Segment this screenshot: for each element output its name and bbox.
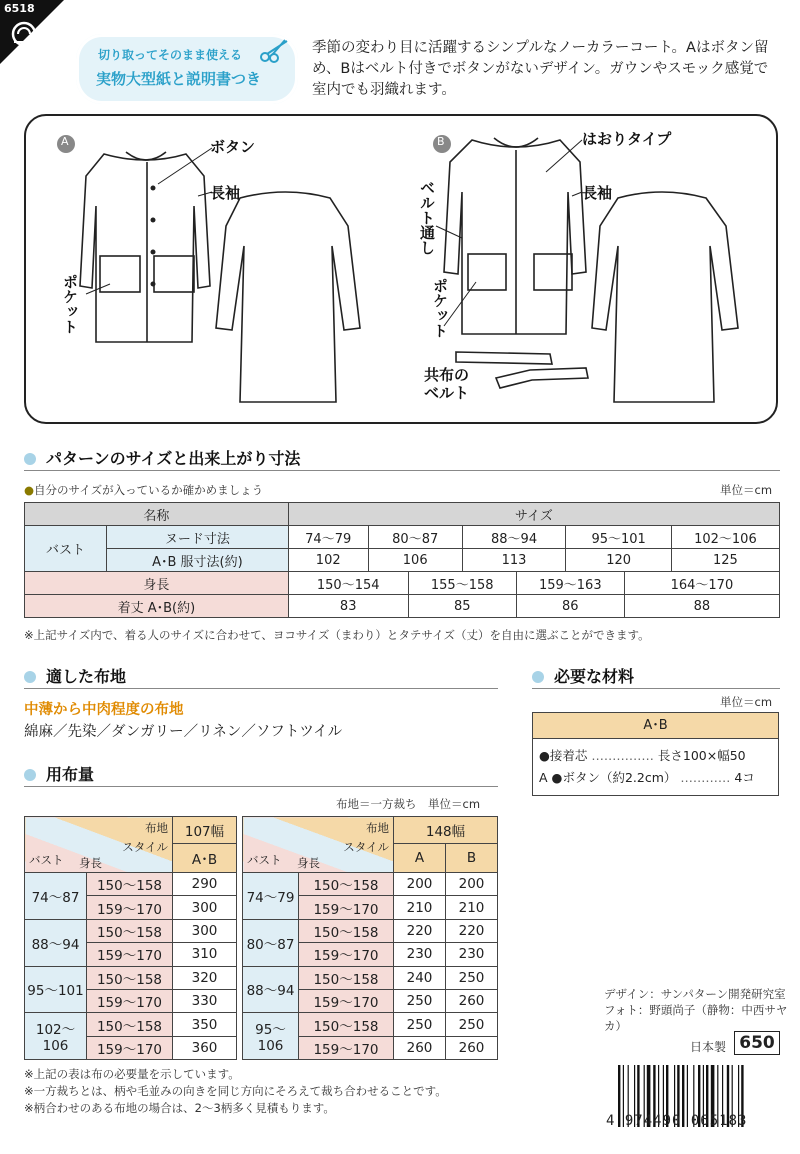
th-nude: ヌード寸法: [107, 526, 289, 549]
corner-cell: 布地 スタイル バスト 身長: [243, 817, 394, 873]
badge-line1: 切り取ってそのまま使える: [98, 48, 243, 62]
intro-text: 季節の変わり目に活躍するシンプルなノーカラーコート。Aはボタン留め、Bはベルト付きでボタンがないデザイン。ガウンやスモック感覚で室内でも羽織れます。: [312, 40, 769, 98]
coat-illustration: [26, 116, 776, 422]
materials-section-title: 必要な材料: [532, 664, 634, 687]
scissors-icon: [258, 38, 290, 64]
fabric-highlight: 中薄から中肉程度の布地: [24, 702, 184, 718]
th-height: 身長: [25, 572, 289, 595]
bullet-icon: [24, 671, 36, 683]
bust-cell: 95〜101: [25, 966, 87, 1013]
barcode-number: 4 974490 065183: [606, 1113, 748, 1129]
bullet-icon: [532, 671, 544, 683]
bust-cell: 95〜106: [243, 1013, 299, 1060]
label-a-pocket: ポケット: [61, 274, 79, 334]
pattern-badge: [76, 34, 298, 104]
style-a-mark: A: [61, 135, 69, 148]
length-cell: 85: [408, 595, 516, 618]
style-b-mark: B: [437, 135, 445, 148]
label-button: ボタン: [210, 138, 256, 156]
materials-box: [532, 712, 779, 796]
height-cell: 150〜154: [288, 572, 408, 595]
th-length: 着丈 A･B(約): [25, 595, 289, 618]
bullet-icon: [24, 453, 36, 465]
size-section-title: パターンのサイズと出来上がり寸法: [24, 446, 300, 469]
divider: [24, 786, 498, 787]
width-107: 107幅: [173, 817, 237, 844]
th-finished: A･B 服寸法(約): [107, 549, 289, 572]
divider: [24, 688, 498, 689]
th-bust: バスト: [25, 526, 107, 572]
divider: [532, 688, 780, 689]
bullet-icon: [24, 769, 36, 781]
label-b-sleeve: 長袖: [582, 184, 613, 202]
materials-unit: 単位＝cm: [720, 695, 773, 709]
style-ab: A･B: [173, 844, 237, 873]
amount-note-2: ※一方裁ちとは、柄や毛並みの向きを同じ方向にそろえて裁ち合わせることです。: [24, 1084, 447, 1098]
nude-cell: 74〜79: [288, 526, 368, 549]
fabric-section-title: 適した布地: [24, 664, 126, 687]
brand-logo-icon: [10, 20, 38, 48]
finished-cell: 120: [566, 549, 671, 572]
nude-cell: 80〜87: [368, 526, 462, 549]
size-footnote: ※上記サイズ内で、着る人のサイズに合わせて、ヨコサイズ（まわり）とタテサイズ（丈）を自由に選ぶことができます。: [24, 628, 650, 642]
bust-cell: 80〜87: [243, 919, 299, 966]
th-name: 名称: [25, 503, 289, 526]
material-interfacing: ●接着芯 …………… 長さ100×幅50: [539, 748, 746, 763]
amount-table-107: 布地 スタイル バスト 身長 107幅 A･B 74〜87 150〜158 290 159〜170 300 88〜94 150〜158 300 159〜170 310 95〜101 150〜158 320 159〜170 330 102〜106 150〜158 350 159〜170 360: [24, 816, 237, 1060]
illustration-panel: [24, 114, 778, 424]
height-cell: 159〜163: [516, 572, 624, 595]
height-cell: 164〜170: [624, 572, 779, 595]
price: 650: [734, 1031, 780, 1055]
nude-cell: 88〜94: [462, 526, 566, 549]
amount-table-148: 布地 スタイル バスト 身長 148幅 A B 74〜79 150〜158 200 200 159〜170 210 210 80〜87 150〜158 220 220 159〜170 230 230 88〜94 150〜158 240 250 159〜170 250 260 95〜106 150〜158 250 250 159〜170 260 260: [242, 816, 498, 1060]
th-size: サイズ: [288, 503, 779, 526]
materials-header: A･B: [533, 713, 778, 739]
label-b-pocket: ポケット: [431, 278, 449, 338]
nude-cell: 102〜106: [671, 526, 779, 549]
length-cell: 88: [624, 595, 779, 618]
label-a-sleeve: 長袖: [210, 184, 241, 202]
corner-cell: 布地 スタイル バスト 身長: [25, 817, 173, 873]
material-button: A ●ボタン（約2.2cm） ………… 4コ: [539, 770, 755, 785]
amount-meta: 布地＝一方裁ち 単位＝cm: [336, 797, 481, 811]
bust-cell: 88〜94: [25, 919, 87, 966]
badge-line2: 実物大型紙と説明書つき: [96, 70, 262, 88]
bust-cell: 74〜79: [243, 873, 299, 920]
width-148: 148幅: [394, 817, 498, 844]
fabric-list: 綿麻／先染／ダンガリー／リネン／ソフトツイル: [24, 724, 343, 740]
size-hint: ●自分のサイズが入っているか確かめましょう: [24, 483, 264, 497]
bust-cell: 88〜94: [243, 966, 299, 1013]
nude-cell: 95〜101: [566, 526, 671, 549]
length-cell: 86: [516, 595, 624, 618]
credit-photo: フォト：野頭尚子（静物：中西サヤカ）: [604, 1003, 788, 1033]
amount-note-3: ※柄合わせのある布地の場合は、2〜3柄多く見積もります。: [24, 1101, 335, 1115]
bust-cell: 74〜87: [25, 873, 87, 920]
divider: [24, 470, 780, 471]
amount-section-title: 用布量: [24, 762, 94, 785]
label-belt-loop: ベルト通し: [418, 180, 436, 255]
label-b-type: はおりタイプ: [582, 130, 672, 148]
finished-cell: 113: [462, 549, 566, 572]
length-cell: 83: [288, 595, 408, 618]
finished-cell: 102: [288, 549, 368, 572]
made-in: 日本製: [690, 1040, 727, 1054]
bust-cell: 102〜106: [25, 1013, 87, 1060]
size-unit: 単位＝cm: [720, 483, 773, 497]
credit-design: デザイン：サンパターン開発研究室: [604, 987, 786, 1001]
finished-cell: 125: [671, 549, 779, 572]
finished-cell: 106: [368, 549, 462, 572]
product-code: 6518: [4, 2, 35, 15]
size-table: [24, 502, 780, 618]
height-cell: 155〜158: [408, 572, 516, 595]
label-belt: 共布のベルト: [424, 366, 470, 402]
amount-note-1: ※上記の表は布の必要量を示しています。: [24, 1067, 240, 1081]
